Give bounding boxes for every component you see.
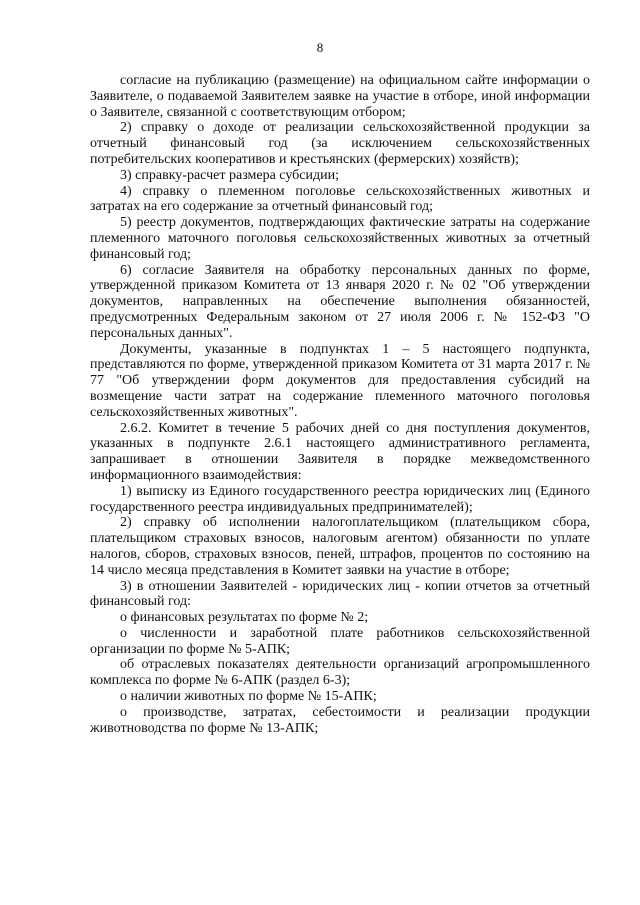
paragraph-consent-publication: согласие на публикацию (размещение) на официальном сайте информации о Заявителе, о подаваемой Заявителем заявке на участие в отборе, иной информации о Заявителе, связанной с соответствующим отбором; xyxy=(90,73,590,120)
paragraph-breeding-stock-certificate: 4) справку о племенном поголовье сельскохозяйственных животных и затратах на его содержание за отчетный финансовый год; xyxy=(90,183,590,215)
paragraph-legal-entities-extract: 1) выписку из Единого государственного реестра юридических лиц (Единого государственного реестра индивидуальных предпринимателей); xyxy=(90,483,590,515)
paragraph-tax-certificate: 2) справку об исполнении налогоплательщиком (плательщиком сбора, плательщиком страховых взносов, налоговым агентом) обязанности по уплате налогов, сборов, страховых взносов, пеней, штрафов, процентов по состоянию на 14 число месяца представления в Комитет заявки на участие в отборе; xyxy=(90,515,590,578)
paragraph-form-13-apk: о производстве, затратах, себестоимости и реализации продукции животноводства по форме № 13-АПК; xyxy=(90,704,590,736)
paragraph-form-15-apk: о наличии животных по форме № 15-АПК; xyxy=(120,689,377,705)
paragraph-documents-registry: 5) реестр документов, подтверждающих фактические затраты на содержание племенного маточного поголовья сельскохозяйственных животных за отчетный финансовый год; xyxy=(90,215,590,262)
paragraph-form-6-apk: об отраслевых показателях деятельности организаций агропромышленного комплекса по форме № 6-АПК (раздел 6-3); xyxy=(90,657,590,689)
paragraph-form-5-apk: о численности и заработной плате работников сельскохозяйственной организации по форме № 5-АПК; xyxy=(90,625,590,657)
paragraph-subsidy-calculation: 3) справку-расчет размера субсидии; xyxy=(120,167,339,183)
document-body xyxy=(90,73,590,736)
paragraph-income-certificate: 2) справку о доходе от реализации сельскохозяйственной продукции за отчетный финансовый год (за исключением сельскохозяйственных потребительских кооперативов и крестьянских (фермерских) хозяйств); xyxy=(90,120,590,167)
page-number: 8 xyxy=(316,40,324,55)
paragraph-personal-data-consent: 6) согласие Заявителя на обработку персональных данных по форме, утвержденной приказом Комитета от 13 января 2020 г. № 02 "Об утверждении документов, направленных на обеспечение выполнения обязанностей, предусмотренных Федеральным законом от 27 июля 2006 г. № 152-ФЗ "О персональных данных". xyxy=(90,262,590,341)
paragraph-form-2: о финансовых результатах по форме № 2; xyxy=(120,610,369,626)
paragraph-report-copies: 3) в отношении Заявителей - юридических лиц - копии отчетов за отчетный финансовый год: xyxy=(90,578,590,610)
paragraph-forms-order: Документы, указанные в подпунктах 1 – 5 настоящего подпункта, представляются по форме, утвержденной приказом Комитета от 31 марта 2017 г. № 77 "Об утверждении форм документов для предоставления субсидий на возмещение части затрат на содержание племенного маточного поголовья сельскохозяйственных животных". xyxy=(90,341,590,420)
paragraph-section-2-6-2: 2.6.2. Комитет в течение 5 рабочих дней со дня поступления документов, указанных в подпункте 2.6.1 настоящего административного регламента, запрашивает в отношении Заявителя в порядке межведомственного информационного взаимодействия: xyxy=(90,420,590,483)
